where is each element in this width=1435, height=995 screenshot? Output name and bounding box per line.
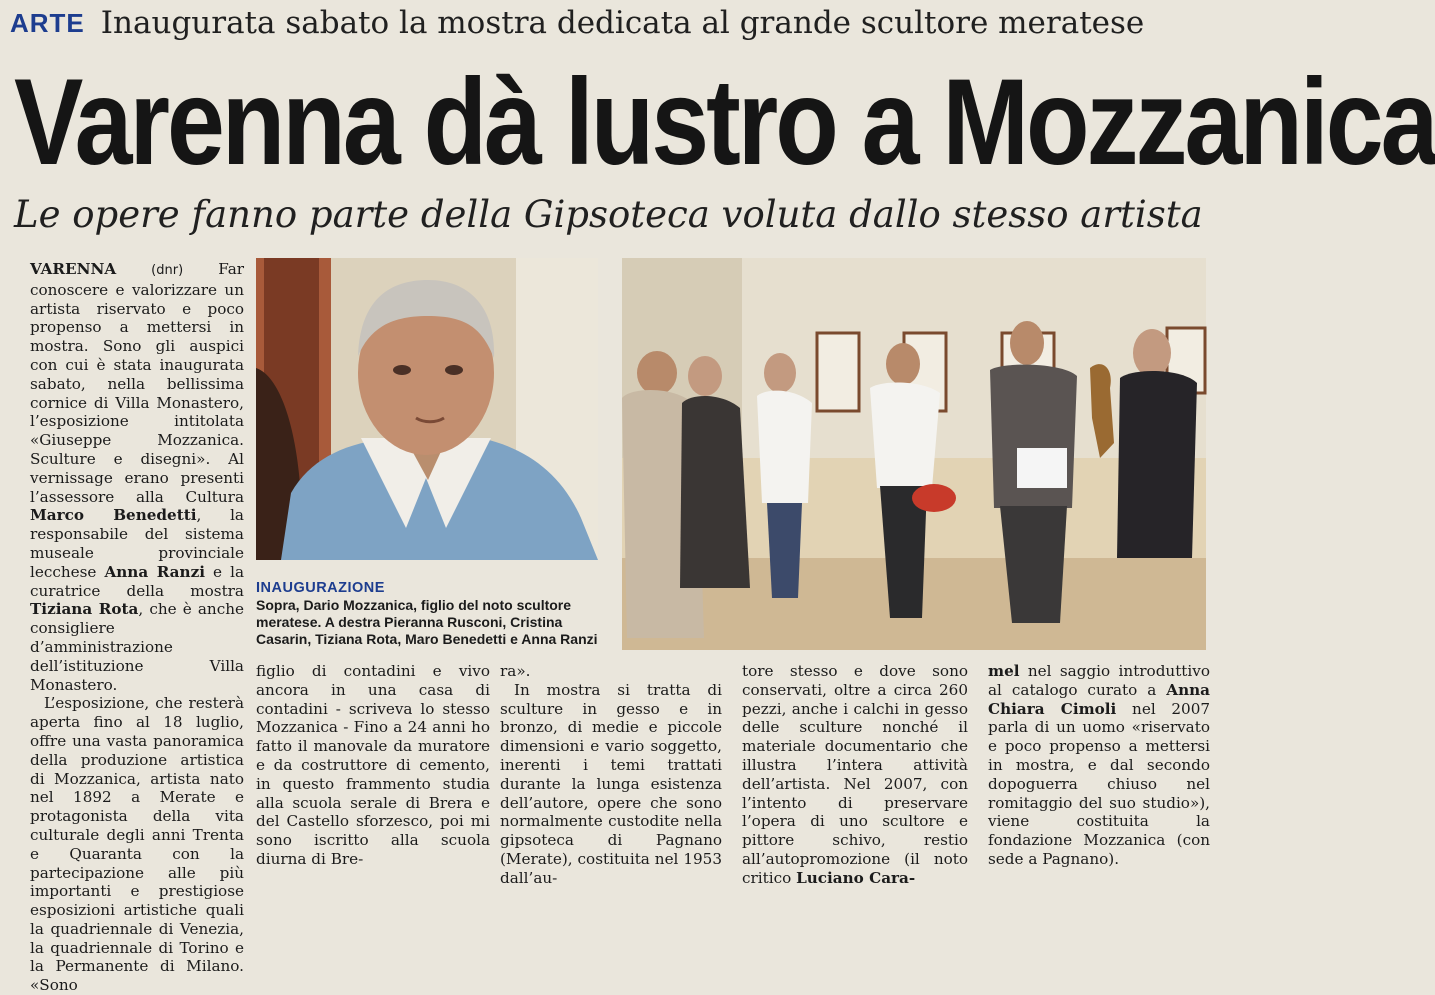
kicker-subtitle: Inaugurata sabato la mostra dedicata al grande scultore meratese bbox=[100, 5, 1145, 41]
name-marco-benedetti: Marco Benedetti bbox=[30, 506, 197, 525]
name-luciano-caramel: Luciano Cara- bbox=[796, 868, 916, 887]
deck: Le opere fanno parte della Gipsoteca voluta dallo stesso artista bbox=[14, 193, 1203, 236]
photo-caption bbox=[256, 580, 606, 648]
dateline: VARENNA bbox=[30, 260, 117, 278]
article-column-4 bbox=[742, 662, 968, 888]
portrait-illustration bbox=[256, 258, 598, 560]
paragraph-4: ra». bbox=[500, 662, 531, 680]
kicker bbox=[10, 5, 1144, 41]
caption-title: INAUGURAZIONE bbox=[256, 580, 385, 596]
paragraph-7: mel nel saggio introduttivo al catalogo curato a Anna Chiara Cimoli nel 2007 parla di un uomo «riservato e poco propenso a mettersi in mostra, e dal secondo dopoguerra chiuso nel romitaggio del suo studio»), viene costituita la fondazione Mozzanica (con sede a Pagnano). bbox=[988, 662, 1211, 868]
paragraph-5: In mostra si tratta di sculture in gesso e in bronzo, di medie e piccole dimensioni e vario soggetto, inerenti i temi trattati durante la lunga esistenza dell’autore, opere che sono normalmente custodite nella gipsoteca di Pagnano (Merate), costituita nel 1953 dall’au- bbox=[500, 680, 722, 887]
photo-portrait-dario-mozzanica bbox=[256, 258, 598, 560]
article-column-5 bbox=[988, 662, 1210, 869]
paragraph-3: figlio di contadini e vivo ancora in una casa di contadini - scriveva lo stesso Mozzanica - Fino a 24 anni ho fatto il manovale da muratore e da costruttore di cemento, in questo frammento studia alla scuola serale di Brera e del Castello sforzesco, poi mi sono iscritto alla scuola diurna di Bre- bbox=[256, 662, 490, 868]
name-anna-chiara-cimoli: Anna Chiara Cimoli bbox=[988, 680, 1210, 718]
exhibition-illustration bbox=[622, 258, 1206, 650]
article-column-2 bbox=[256, 662, 490, 869]
headline: Varenna dà lustro a Mozzanica bbox=[14, 54, 1435, 192]
paragraph-2: L’esposizione, che resterà aperta fino al 18 luglio, offre una vasta panoramica della produzione artistica di Mozzanica, artista nato nel 1892 a Merate e protagonista della vita culturale degli anni Trenta e Quaranta con la partecipazione alle più importanti e prestigiose esposizioni artistiche quali la quadriennale di Venezia, la quadriennale di Torino e la Permanente di Milano. «Sono bbox=[30, 694, 244, 995]
name-anna-ranzi: Anna Ranzi bbox=[104, 562, 205, 581]
paragraph-6: tore stesso e dove sono conservati, oltre a circa 260 pezzi, anche i calchi in gesso delle sculture nonché il materiale documentario che illustra l’intera attività dell’artista. Nel 2007, con l’intento di preservare l’opera di uno scultore e pittore schivo, restio all’autopromozione (il noto critico Luciano Cara- bbox=[742, 662, 968, 887]
name-tiziana-rota: Tiziana Rota bbox=[30, 600, 139, 619]
paragraph-1: VARENNA (dnr) Far conoscere e valorizzare un artista riservato e poco propenso a mettersi in mostra. Sono gli auspici con cui è stata inaugurata sabato, nella bellissima cornice di Villa Monastero, l’esposizione intitolata «Giuseppe Mozzanica. Sculture e disegni». Al vernissage erano presenti l’assessore alla Cultura Marco Benedetti, la responsabile del sistema museale provinciale lecchese Anna Ranzi e la curatrice della mostra Tiziana Rota, che è anche consigliere d’amministrazione dell’istituzione Villa Monastero. bbox=[30, 260, 245, 694]
caption-text: Sopra, Dario Mozzanica, figlio del noto scultore meratese. A destra Pieranna Rusconi, Cristina Casarin, Tiziana Rota, Maro Benedetti e Anna Ranzi bbox=[256, 597, 598, 647]
photo-exhibition-group bbox=[622, 258, 1206, 650]
byline: (dnr) bbox=[151, 263, 184, 278]
article-column-3 bbox=[500, 662, 722, 888]
section-tag: ARTE bbox=[10, 7, 85, 38]
article-column-1 bbox=[30, 260, 244, 995]
